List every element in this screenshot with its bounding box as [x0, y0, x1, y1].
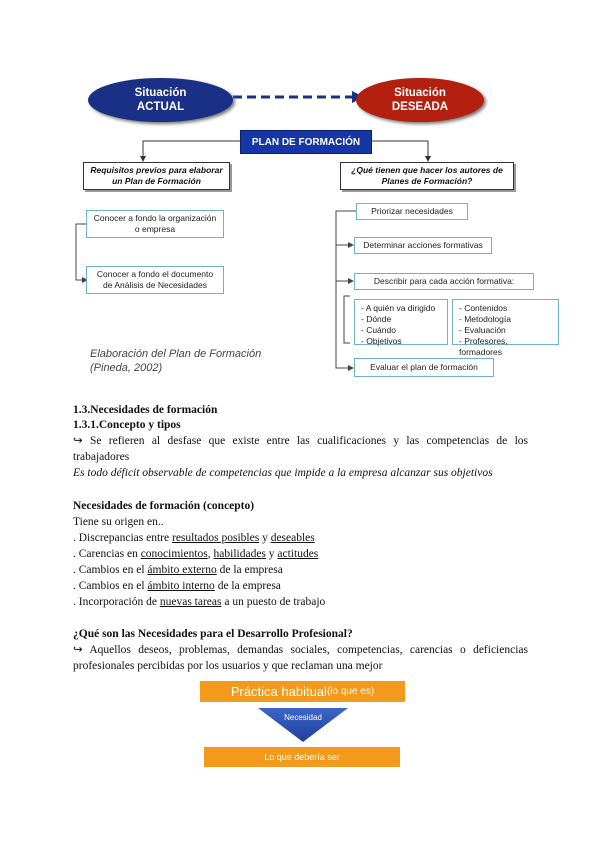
evaluate-step — [354, 358, 494, 377]
origin-intro: Tiene su origen en.. — [73, 516, 164, 528]
item-text: . Cambios en el — [73, 564, 148, 576]
origin-item — [73, 579, 281, 593]
training-plan-box — [240, 130, 372, 154]
know-analysis-line1: Conocer a fondo el documento — [96, 269, 214, 279]
heading-concept-types: 1.3.1.Concepto y tipos — [73, 419, 181, 431]
know-organization-line1: Conocer a fondo la organización — [93, 213, 217, 223]
authors-question-line2: Planes de Formación? — [381, 176, 473, 186]
current-practice-label: Práctica habitual — [230, 684, 327, 699]
para2-line2: profesionales percibidas por los usuarios y que reclaman una mejor — [73, 660, 383, 672]
detail-left-item: - Cuándo — [361, 325, 396, 335]
item-text: a un puesto de trabajo — [221, 596, 326, 608]
item-text: de la empresa — [214, 580, 281, 592]
item-text: . Incorporación de — [73, 596, 160, 608]
current-situation-oval — [88, 78, 233, 122]
prerequisites-line2: un Plan de Formación — [112, 176, 201, 186]
origin-item — [73, 563, 283, 577]
item-underlined: nuevas tareas — [159, 596, 222, 608]
know-organization-box — [86, 210, 224, 238]
detail-box-right — [452, 299, 559, 357]
desired-situation-line2: DESEADA — [391, 101, 449, 113]
desired-situation-line1: Situación — [394, 87, 446, 99]
heading-professional-development: ¿Qué son las Necesidades para el Desarrollo Profesional? — [73, 628, 353, 640]
detail-right-item: - Evaluación — [459, 325, 506, 335]
item-underlined: ámbito externo — [147, 564, 217, 576]
heading-needs-concept: Necesidades de formación (concepto) — [73, 500, 255, 512]
caption-line1: Elaboración del Plan de Formación — [90, 348, 262, 360]
need-arrow-label: Necesidad — [284, 713, 322, 722]
item-underlined: actitudes — [277, 548, 319, 560]
prioritize-step — [356, 203, 468, 220]
describe-step — [354, 273, 534, 290]
should-be-label: Lo que debería ser — [264, 752, 340, 762]
detail-right-item: - Profesores, formadores — [459, 336, 508, 357]
origin-item — [73, 595, 325, 609]
item-text: y — [265, 548, 278, 560]
item-underlined: resultados posibles — [171, 532, 260, 544]
describe-label: Describir para cada acción formativa: — [373, 276, 515, 286]
diagram-caption — [90, 347, 261, 375]
detail-left-item: - Objetivos — [361, 336, 402, 346]
left-bracket — [76, 224, 86, 280]
para2-line1: ↪ Aquellos deseos, problemas, demandas sociales, competencias, carencias o deficiencias — [73, 644, 528, 656]
determine-step — [354, 237, 492, 254]
item-underlined: habilidades — [213, 548, 266, 560]
para1-line1: ↪ Se refieren al desfase que existe entre las cualificaciones y las competencias de los — [73, 435, 528, 447]
item-text: , — [207, 548, 214, 560]
should-be-box — [204, 747, 400, 767]
heading-training-needs: 1.3.Necesidades de formación — [73, 404, 218, 416]
para1-line2: trabajadores — [73, 451, 130, 463]
know-analysis-line2: de Análisis de Necesidades — [103, 280, 207, 290]
evaluate-label: Evaluar el plan de formación — [370, 362, 478, 372]
item-text: . Carencias en — [73, 548, 141, 560]
para1-italic-definition: Es todo déficit observable de competencias que impide a la empresa alcanzar sus objetivos — [73, 467, 493, 479]
current-practice-sublabel: (lo que es) — [326, 686, 375, 697]
detail-bracket — [344, 296, 350, 343]
origin-item — [73, 547, 318, 561]
know-analysis-box — [86, 266, 224, 294]
detail-left-item: - Dónde — [361, 314, 392, 324]
item-underlined: deseables — [270, 532, 315, 544]
origin-item — [73, 531, 315, 545]
right-bracket — [336, 211, 356, 368]
plan-to-right-connector — [370, 141, 428, 158]
authors-question-line1: ¿Qué tienen que hacer los autores de — [351, 165, 503, 175]
current-situation-line2: ACTUAL — [136, 101, 185, 113]
determine-label: Determinar acciones formativas — [363, 240, 483, 250]
detail-left-item: - A quién va dirigido — [361, 303, 436, 313]
prerequisites-header — [83, 162, 230, 190]
item-underlined: conocimientos — [140, 548, 208, 560]
prioritize-label: Priorizar necesidades — [371, 206, 453, 216]
current-situation-line1: Situación — [134, 87, 187, 99]
current-practice-box — [200, 681, 405, 702]
caption-line2: (Pineda, 2002) — [90, 362, 163, 374]
item-text: de la empresa — [216, 564, 283, 576]
item-text: . Discrepancias entre — [73, 532, 172, 544]
training-plan-label: PLAN DE FORMACIÓN — [251, 136, 361, 148]
item-text: . Cambios en el — [73, 580, 148, 592]
detail-box-left — [354, 299, 448, 345]
authors-question-header — [340, 162, 514, 190]
detail-right-item: - Metodología — [459, 314, 511, 324]
prerequisites-line1: Requisitos previos para elaborar — [90, 165, 223, 175]
desired-situation-oval — [356, 78, 484, 122]
know-organization-line2: o empresa — [134, 224, 176, 234]
plan-to-left-connector — [143, 141, 240, 158]
item-text: y — [259, 532, 271, 544]
detail-right-item: - Contenidos — [459, 303, 508, 313]
item-underlined: ámbito interno — [147, 580, 215, 592]
